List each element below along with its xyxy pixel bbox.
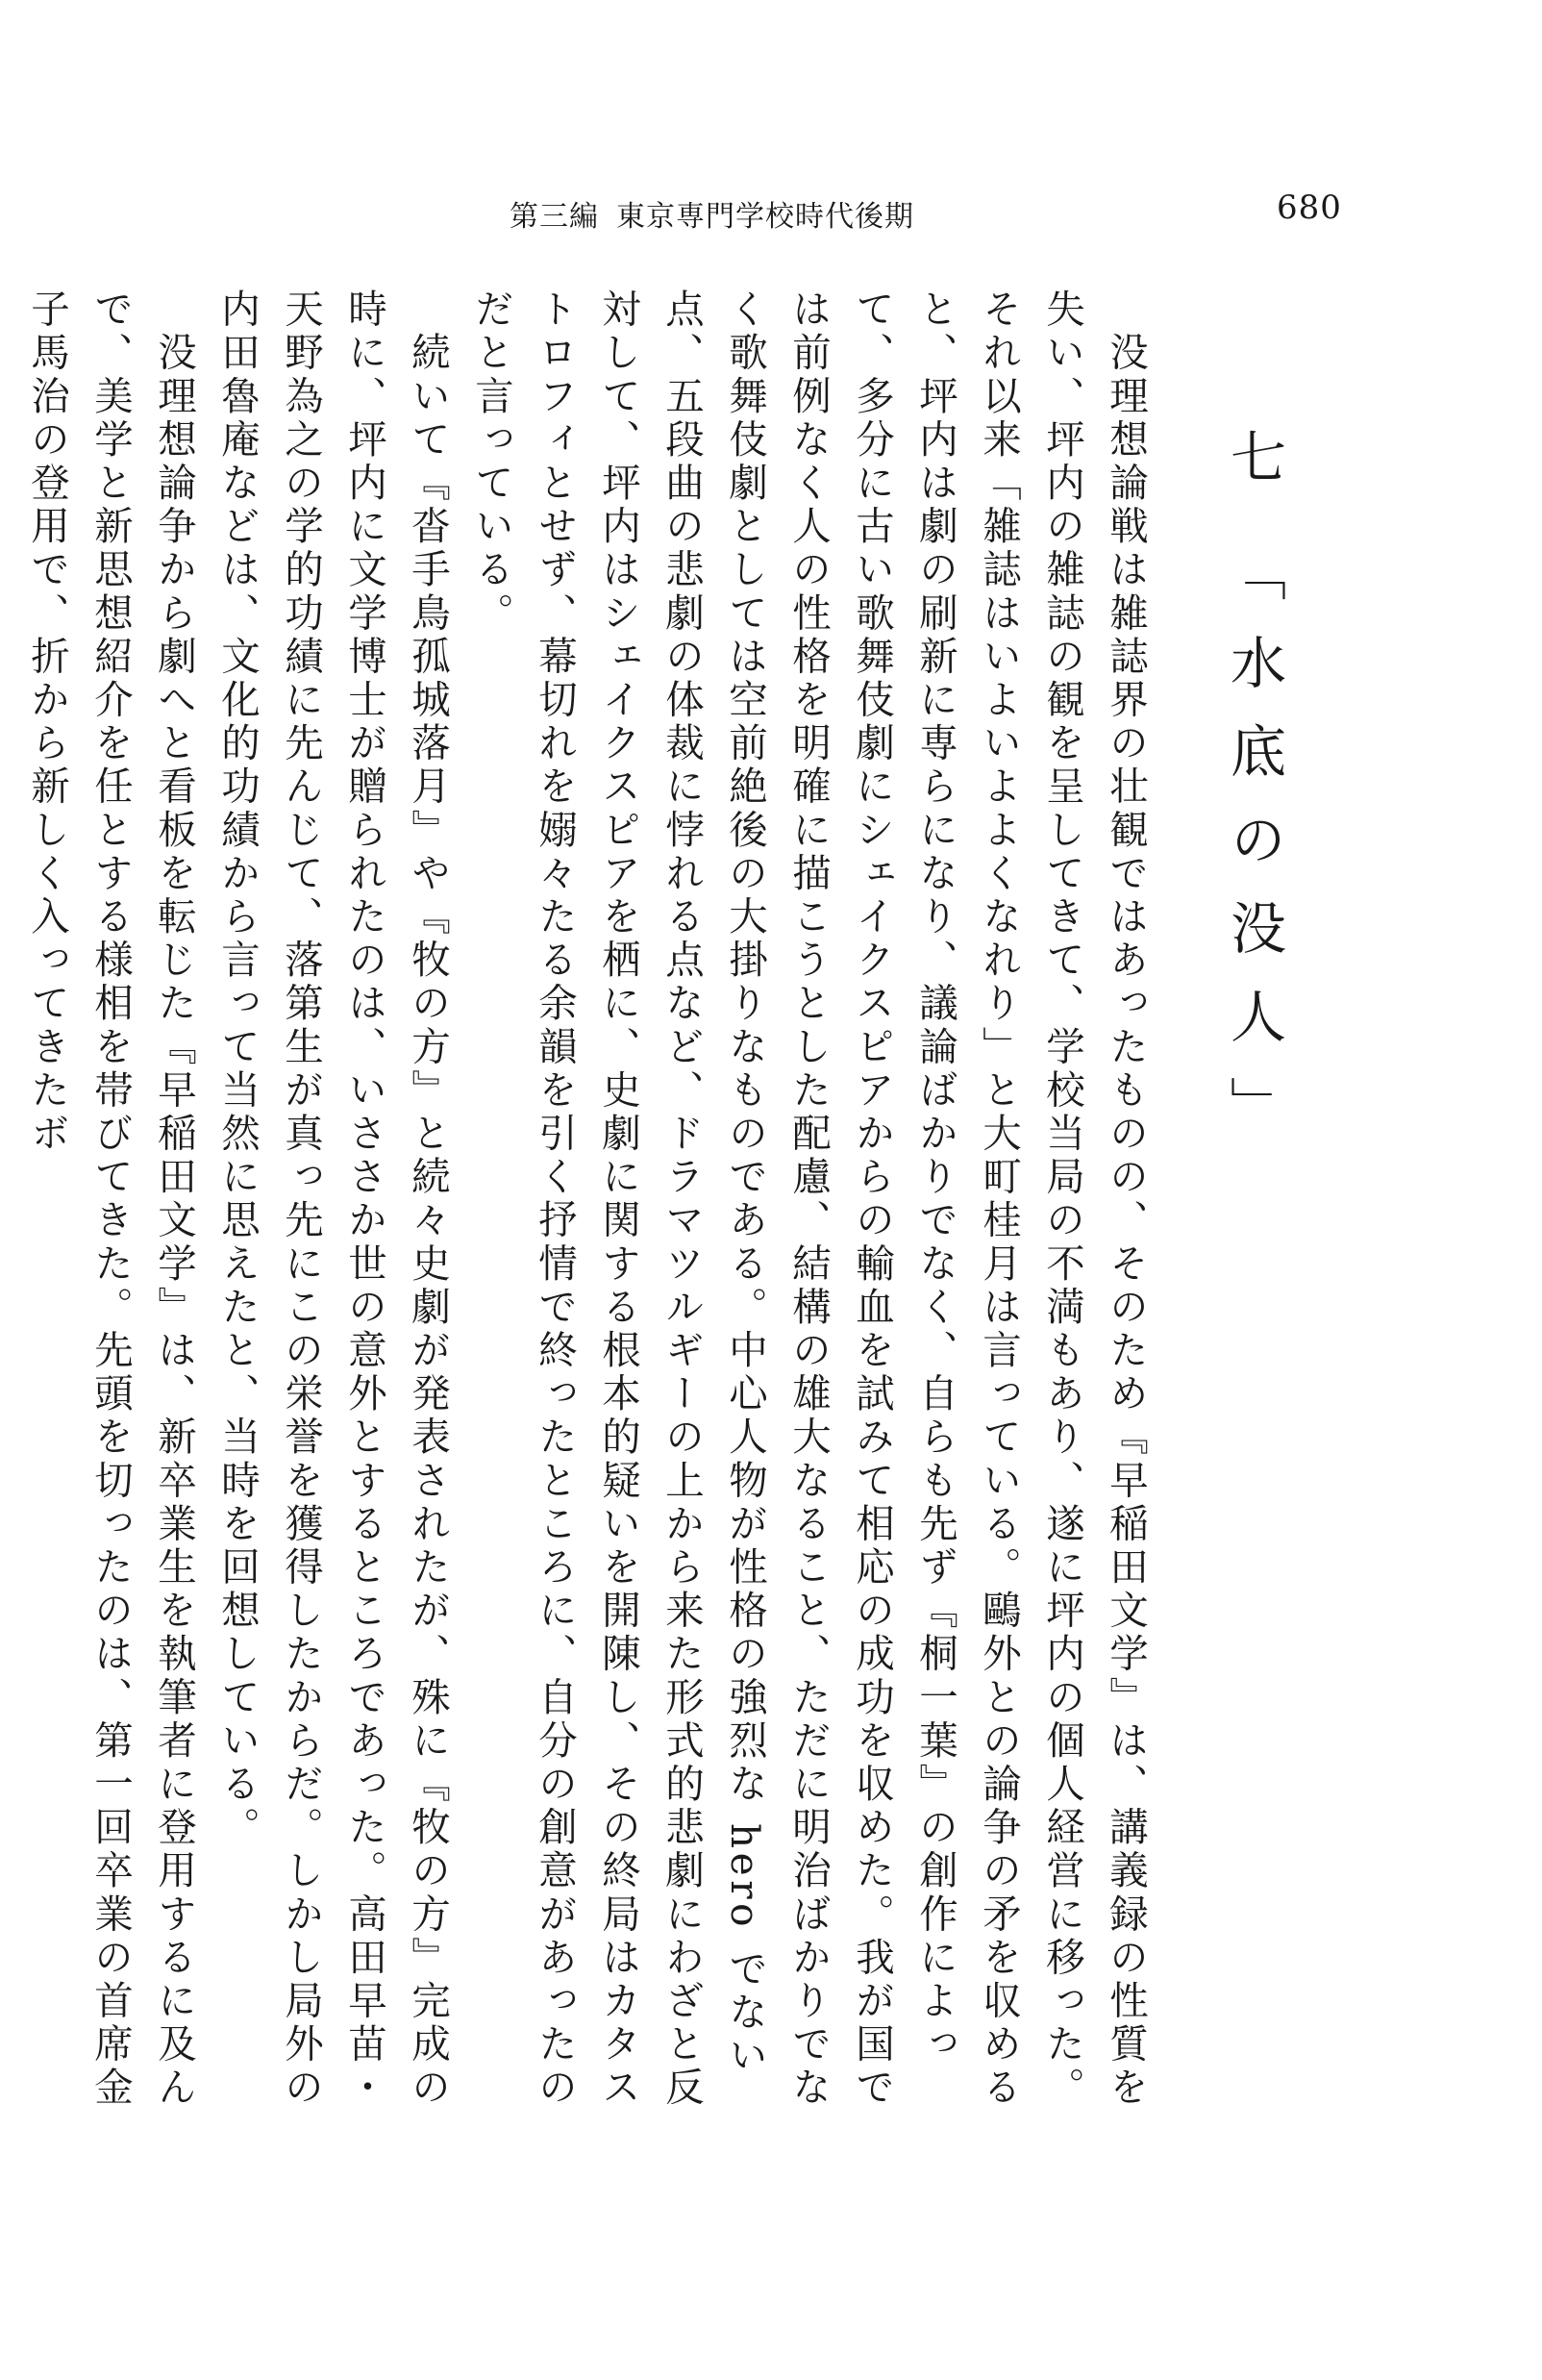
paragraph: 没理想論争から劇へと看板を転じた『早稲田文学』は、新卒業生を執筆者に登用するに及んで、美学と新思想紹介を任とする様相を帯びてきた。先頭を切ったのは、第一回卒業の首席金子馬治の登用で、折から新しく入ってきたボ [24,288,197,2111]
section-title: 「水底の没人」 [1221,545,1286,1165]
paragraph: 続いて『沓手鳥孤城落月』や『牧の方』と続々史劇が発表されたが、殊に『牧の方』完成の時に、坪内に文学博士が贈られたのは、いささか世の意外とするところであった。高田早苗・天野為之の学的功績に先んじて、落第生が真っ先にこの栄誉を獲得したからだ。しかし局外の内田魯庵などは、文化的功績から言って当然に思えたと、当時を回想している。 [214,288,451,2111]
paragraph: 没理想論戦は雑誌界の壮観ではあったものの、そのため『早稲田文学』は、講義録の性質を失い、坪内の雑誌の観を呈してきて、学校当局の不満もあり、遂に坪内の個人経営に移った。それ以来「雑誌はいよいよよくなれり」と大町桂月は言っている。鷗外との論争の矛を収めると、坪内は劇の刷新に専らになり、議論ばかりでなく、自らも先ず『桐一葉』の創作によって、多分に古い歌舞伎劇にシェイクスピアからの輸血を試みて相応の成功を収めた。我が国では前例なく人の性格を明確に描こうとした配慮、結構の雄大なること、ただに明治ばかりでなく歌舞伎劇としては空前絶後の大掛りなものである。中心人物が性格の強烈な hero でない点、五段曲の悲劇の体裁に悖れる点など、ドラマツルギーの上から来た形式的悲劇にわざと反対して、坪内はシェイクスピアを栖に、史劇に関する根本的疑いを開陳し、その終局はカタストロフィとせず、幕切れを嫋々たる余韻を引く抒情で終ったところに、自分の創意があったのだと言っている。 [468,288,1149,2111]
section-number: 七 [1221,428,1286,516]
header-part: 第三編 [510,200,599,234]
section-heading [1213,428,1294,1165]
running-header [510,192,914,235]
page-number: 680 [1277,188,1342,227]
body-text [15,288,1157,2135]
header-title: 東京専門学校時代後期 [616,200,914,234]
